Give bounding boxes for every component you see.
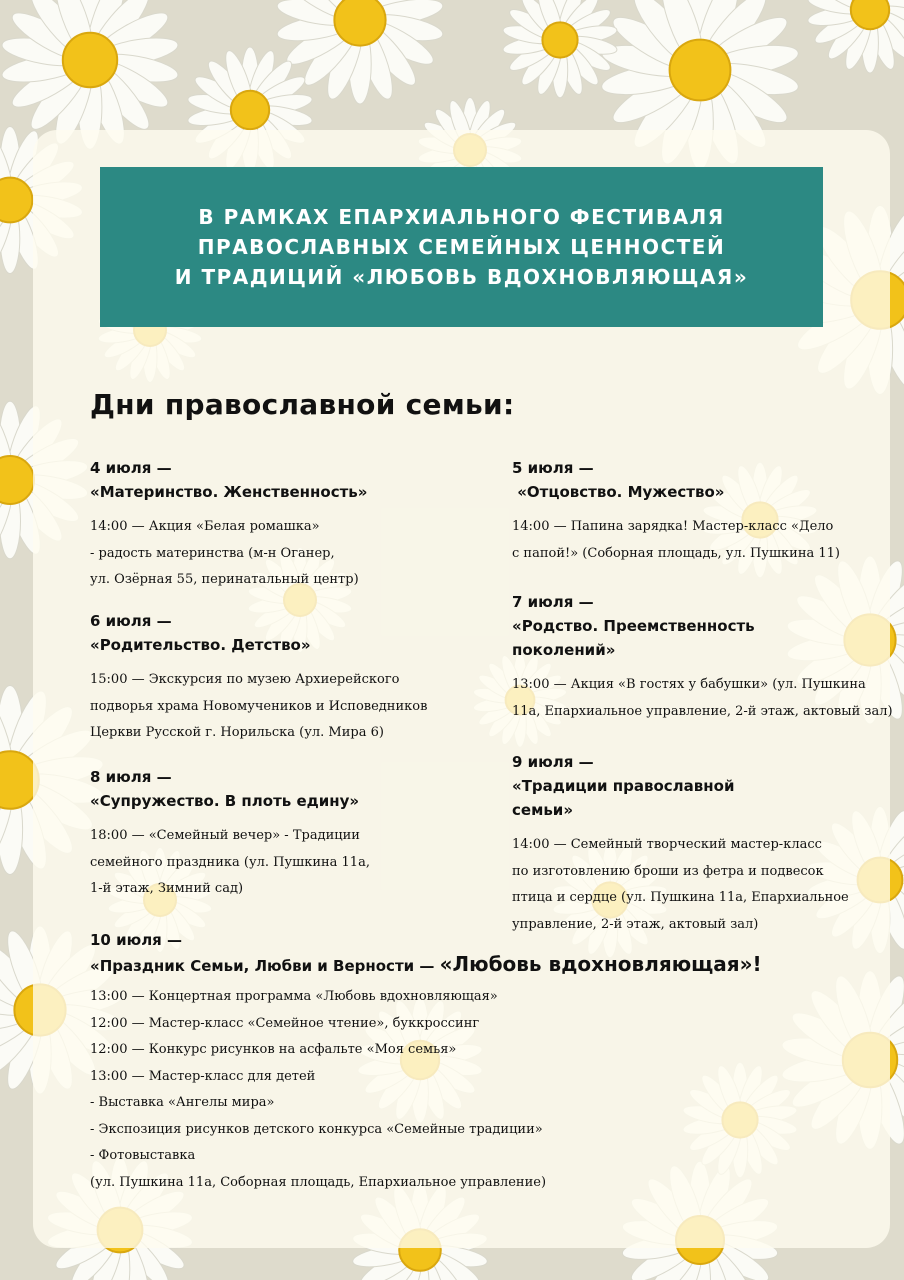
event-theme: поколений» (512, 641, 616, 659)
event-description (512, 832, 849, 938)
event-date: 9 июля — (512, 753, 594, 771)
event-date: 8 июля — (90, 768, 172, 786)
description-line: 12:00 — Мастер-класс «Семейное чтение», буккроссинг (90, 1015, 480, 1031)
event-date: 10 июля — (90, 931, 183, 949)
description-line: 1-й этаж, Зимний сад) (90, 881, 244, 896)
banner-line: И ТРАДИЦИЙ «ЛЮБОВЬ ВДОХНОВЛЯЮЩАЯ» (174, 265, 749, 289)
description-line: подворья храма Новомучеников и Исповедников (90, 698, 428, 714)
description-line: Церкви Русской г. Норильска (ул. Мира 6) (90, 725, 384, 740)
description-line: ул. Озёрная 55, перинатальный центр) (90, 572, 359, 587)
event-date: 6 июля — (90, 612, 172, 630)
event-july-5 (512, 456, 840, 567)
event-july-7 (512, 590, 893, 725)
description-line: - Выставка «Ангелы мира» (90, 1095, 275, 1110)
description-line: 14:00 — Папина зарядка! Мастер-класс «Дело (512, 519, 834, 534)
theme-part: «Праздник Семьи, Любви и Верности — (90, 957, 440, 975)
description-line: 15:00 — Экскурсия по музею Архиерейского (90, 672, 400, 687)
event-date: 4 июля — (90, 459, 172, 477)
event-description (512, 672, 893, 725)
event-description (90, 823, 370, 903)
event-july-9 (512, 750, 849, 938)
event-theme: «Традиции православной (512, 777, 735, 795)
event-theme: «Родительство. Детство» (90, 636, 311, 654)
description-line: 18:00 — «Семейный вечер» - Традиции (90, 828, 360, 843)
event-july-8 (90, 765, 370, 903)
description-line: - радость материнства (м-н Оганер, (90, 545, 335, 561)
description-line: - Фотовыставка (90, 1148, 196, 1163)
event-theme: «Родство. Преемственность (512, 617, 755, 635)
event-date: 5 июля — (512, 459, 594, 477)
description-line: (ул. Пушкина 11а, Соборная площадь, Епархиальное управление) (90, 1174, 547, 1190)
event-theme: «Супружество. В плоть едину» (90, 792, 360, 810)
description-line: - Экспозиция рисунков детского конкурса «Семейные традиции» (90, 1121, 543, 1137)
event-date: 7 июля — (512, 593, 594, 611)
description-line: 13:00 — Концертная программа «Любовь вдохновляющая» (90, 989, 498, 1004)
description-line: 13:00 — Акция «В гостях у бабушки» (ул. Пушкина (512, 677, 866, 692)
event-july-10 (90, 928, 762, 1196)
event-description (512, 514, 840, 567)
description-line: по изготовлению броши из фетра и подвесок (512, 863, 824, 879)
event-theme: «Материнство. Женственность» (90, 483, 368, 501)
event-description (90, 984, 762, 1196)
description-line: управление, 2-й этаж, актовый зал) (512, 916, 759, 932)
event-july-4 (90, 456, 367, 594)
banner-line: ПРАВОСЛАВНЫХ СЕМЕЙНЫХ ЦЕННОСТЕЙ (197, 235, 726, 259)
event-july-6 (90, 609, 427, 747)
event-theme: семьи» (512, 801, 574, 819)
description-line: 12:00 — Конкурс рисунков на асфальте «Моя семья» (90, 1042, 457, 1057)
event-description (90, 514, 367, 594)
event-theme: «Отцовство. Мужество» (512, 483, 725, 501)
description-line: 11а, Епархиальное управление, 2-й этаж, актовый зал) (512, 703, 893, 719)
description-line: 14:00 — Семейный творческий мастер-класс (512, 837, 822, 852)
description-line: птица и сердце (ул. Пушкина 11а, Епархиальное (512, 890, 849, 905)
event-theme (90, 952, 762, 978)
description-line: 14:00 — Акция «Белая ромашка» (90, 519, 320, 534)
theme-highlight: «Любовь вдохновляющая»! (439, 952, 762, 976)
event-description (90, 667, 427, 747)
page-heading: Дни православной семьи: (90, 388, 515, 421)
festival-banner (100, 167, 823, 327)
description-line: 13:00 — Мастер-класс для детей (90, 1068, 316, 1084)
description-line: семейного праздника (ул. Пушкина 11а, (90, 854, 370, 870)
banner-line: В РАМКАХ ЕПАРХИАЛЬНОГО ФЕСТИВАЛЯ (198, 205, 725, 229)
description-line: с папой!» (Соборная площадь, ул. Пушкина 11) (512, 545, 840, 561)
